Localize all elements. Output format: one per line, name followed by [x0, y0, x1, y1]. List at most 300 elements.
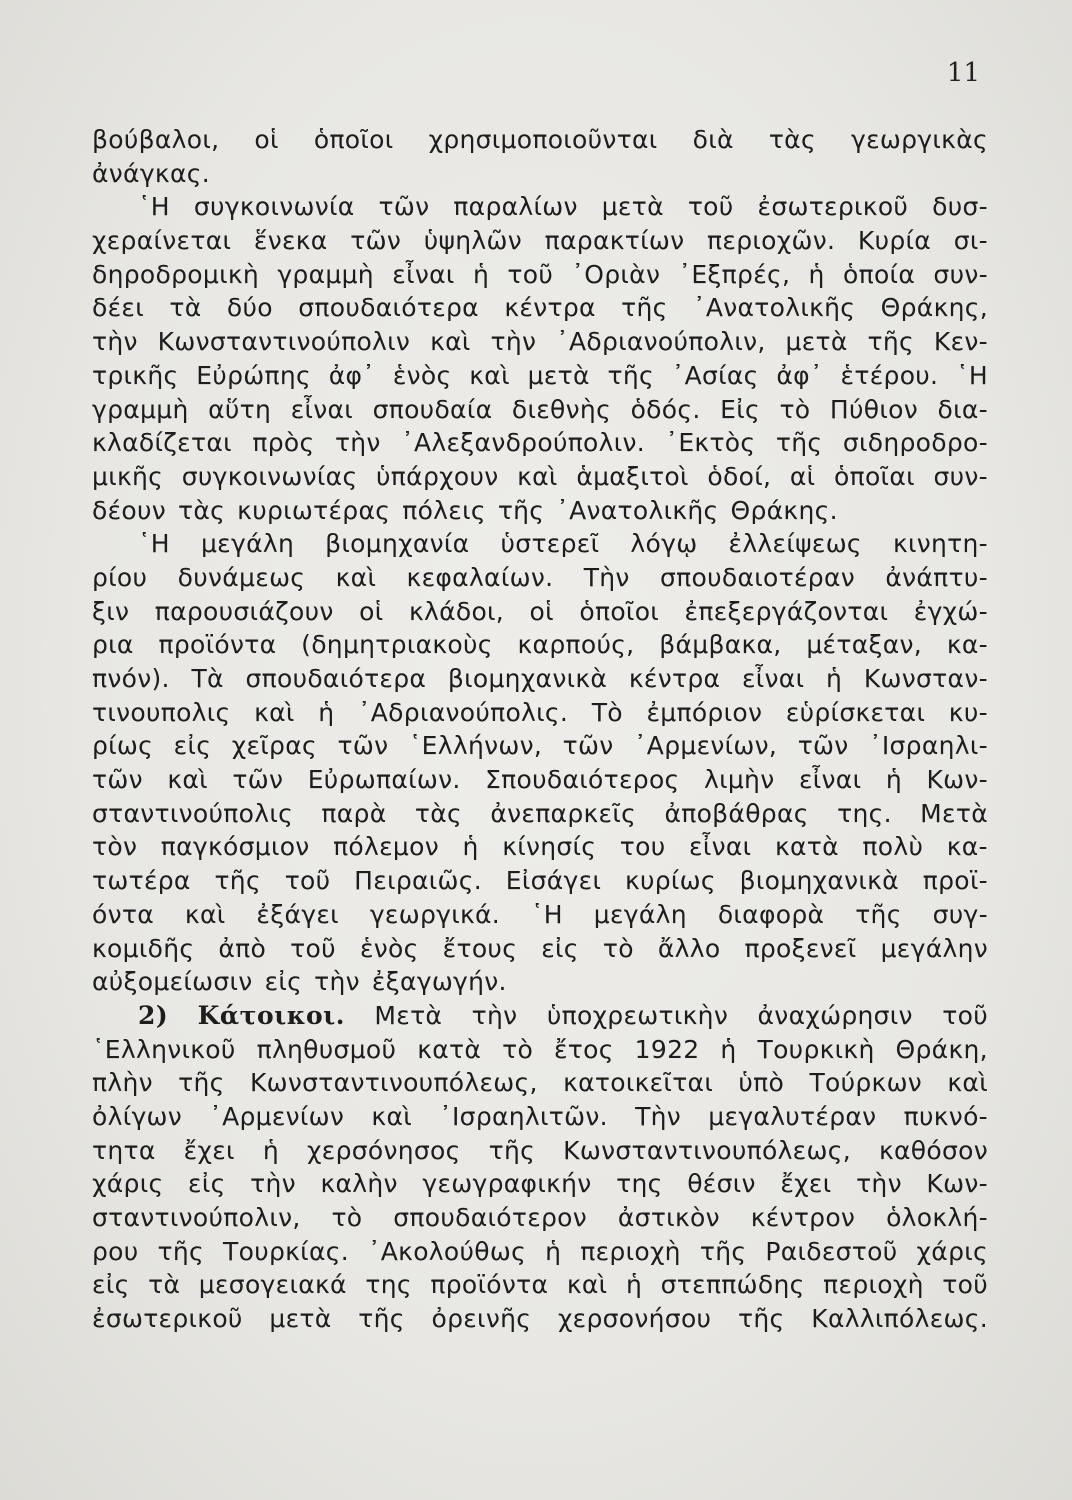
word: μεγάλη	[593, 899, 687, 929]
word: Εἰσάγει	[505, 866, 602, 896]
word: Κων-	[926, 1169, 988, 1199]
word: μετὰ	[527, 360, 590, 390]
word: εἶναι	[741, 664, 805, 693]
word: περιοχὴ	[823, 1270, 924, 1300]
word: Τὸ	[591, 697, 623, 727]
word: ῾Η	[956, 360, 988, 390]
text-line	[92, 832, 988, 866]
word: Μετὰ	[920, 798, 988, 828]
word: τοῦ	[942, 1000, 988, 1030]
word: σπουδαιότερον	[393, 1203, 588, 1232]
word: συγκοινωνία	[193, 192, 355, 222]
word: ἐσωτερικοῦ	[757, 192, 909, 222]
word: εἶναι	[689, 832, 752, 862]
word: θέσιν	[687, 1169, 756, 1199]
word: κομιδῆς	[92, 933, 195, 963]
text-line	[92, 934, 988, 968]
word: σπουδαιότερα	[245, 664, 427, 693]
text-line	[92, 1270, 988, 1304]
word: βούβαλοι,	[92, 125, 220, 154]
word: τοῦ	[290, 933, 336, 963]
word: της	[365, 1270, 412, 1300]
word: κέντρα	[504, 293, 596, 323]
word: κίνησίς	[502, 832, 597, 862]
word: ρου	[92, 1236, 139, 1266]
word: πολὺ	[862, 832, 924, 862]
word: ὁδοί,	[707, 461, 772, 491]
word: οἱ	[359, 596, 384, 626]
word: παρουσιάζουν	[154, 596, 334, 626]
word: τῶν	[562, 731, 614, 761]
word: Τουρκικὴ	[757, 1034, 875, 1064]
word: (δημητριακοὺς	[301, 630, 493, 660]
word: εἶναι	[798, 765, 862, 795]
word: μεγαλυτέραν	[708, 1101, 877, 1131]
word: καὶ	[184, 899, 226, 929]
word: τῶν	[232, 765, 284, 795]
word: μετὰ	[785, 327, 848, 357]
word: μετὰ	[269, 1304, 332, 1334]
word: Κυρία	[857, 226, 932, 256]
word: τοῦ	[284, 866, 331, 896]
word: ἀφ᾿	[328, 360, 376, 390]
word: ἐξαγωγήν.	[371, 967, 507, 997]
word: ρίου	[92, 562, 148, 592]
page-number: 11	[946, 58, 980, 88]
word: ἀποβάθρας	[664, 798, 809, 828]
word: καρπούς,	[517, 630, 635, 660]
word: δυσ-	[932, 192, 988, 222]
word: περιοχὴ	[580, 1236, 681, 1266]
word: τῆς	[855, 899, 902, 929]
word: ἀνεπαρκεῖς	[490, 798, 637, 828]
text-line	[92, 361, 988, 395]
word: ὑστερεῖ	[500, 529, 600, 559]
section-heading-word: Κάτοικοι.	[197, 1000, 345, 1030]
word: τοῦ	[687, 192, 734, 222]
word: μέταξαν,	[806, 630, 923, 660]
text-line	[92, 462, 988, 496]
word: τωτέρα	[92, 866, 191, 896]
text-line	[92, 293, 988, 327]
word: Εὐρωπαίων.	[307, 765, 461, 795]
word: ᾿Ανατολικῆς	[556, 495, 719, 525]
word: γεωγραφικήν	[422, 1169, 592, 1199]
word: Θράκης,	[880, 293, 988, 323]
text-line	[92, 159, 988, 193]
word: του	[619, 832, 666, 862]
word: ὁποία	[843, 259, 916, 289]
word: πλὴν	[92, 1068, 153, 1098]
word: σιδηροδρο-	[842, 428, 988, 458]
word: Εὐρώπης	[196, 360, 311, 390]
word: οἱ	[254, 125, 279, 154]
word: τὰς	[768, 125, 816, 154]
word: ἀνάπτυ-	[885, 562, 988, 592]
word: οἱ	[529, 596, 554, 626]
word: Κωνσταντινουπόλεως,	[563, 1135, 851, 1165]
word: διαφορὰ	[717, 899, 825, 929]
word: τὸ	[331, 1203, 363, 1232]
word: λόγῳ	[630, 529, 698, 559]
word: ὑποχρεωτικὴν	[546, 1000, 729, 1030]
word: της.	[837, 798, 892, 828]
section-heading-word: 2)	[138, 1000, 169, 1030]
word: τῆς	[157, 1236, 205, 1266]
word: ἐσωτερικοῦ	[92, 1304, 243, 1334]
word: σι-	[953, 226, 988, 256]
word: ὁποῖοι	[579, 596, 660, 626]
word: γραμμὴ	[277, 259, 374, 289]
word: καλὴν	[320, 1169, 398, 1199]
word: κλαδίζεται	[92, 428, 232, 458]
word: συγκοινωνίας	[181, 461, 358, 491]
word: ἔχει	[183, 1135, 235, 1165]
word: πόλεμον	[333, 832, 439, 862]
text-line	[92, 1102, 988, 1136]
word: τῆς	[775, 428, 823, 458]
word: καὶ	[430, 327, 471, 357]
word: ἡ	[472, 259, 490, 289]
word: εἶναι	[392, 259, 455, 289]
word: δύο	[226, 293, 273, 323]
word: σπουδαιοτέραν	[660, 562, 855, 592]
word: Θράκη,	[895, 1034, 988, 1064]
word: ἀναχώρησιν	[757, 1000, 913, 1030]
word: τῆς	[214, 866, 261, 896]
word: χρησιμοποιοῦνται	[428, 125, 658, 154]
text-line	[92, 1001, 988, 1035]
word: τητα	[92, 1135, 156, 1165]
word: ἀνάγκας.	[92, 158, 210, 188]
word: παραλίων	[453, 192, 578, 222]
word: ἡ	[826, 664, 843, 693]
word: τὰ	[169, 293, 202, 323]
word: τὰς	[178, 495, 226, 525]
word: ἑνὸς	[359, 933, 419, 963]
text-line	[92, 731, 988, 765]
word: Κωνσταντινουπόλεως,	[249, 1068, 538, 1098]
word: ἐπεξεργάζονται	[684, 596, 889, 626]
word: ξιν	[92, 596, 130, 626]
word: ᾿Αλεξανδρούπολιν.	[401, 428, 646, 458]
word: ἀπὸ	[218, 933, 267, 963]
text-line	[92, 765, 988, 799]
word: τινουπολις	[92, 697, 231, 727]
word: ἐγχώ-	[913, 596, 988, 626]
word: συν-	[933, 259, 988, 289]
word: πρὸς	[252, 428, 315, 458]
word: ἡ	[318, 697, 335, 727]
word: μεγάλην	[880, 933, 988, 963]
word: Θράκης.	[730, 495, 838, 525]
word: κατὰ	[417, 1034, 482, 1064]
text-line	[92, 327, 988, 361]
word: αἱ	[789, 461, 816, 491]
text-line	[92, 866, 988, 900]
text-line	[92, 967, 988, 1001]
word: Μετὰ	[374, 1000, 443, 1030]
word: ὑπάρχουν	[376, 461, 499, 491]
word: χερσονήσου	[557, 1304, 712, 1334]
word: εἰς	[173, 731, 212, 761]
text-line	[92, 395, 988, 429]
word: τῶν	[797, 731, 849, 761]
text-line	[92, 799, 988, 833]
word: ῾Η	[530, 899, 563, 929]
word: τῆς	[358, 1304, 405, 1334]
word: τῆς	[867, 327, 914, 357]
word: δέουν	[92, 495, 167, 525]
word: κα-	[946, 832, 988, 862]
word: τῶν	[378, 192, 430, 222]
word: καθόσον	[878, 1135, 988, 1165]
word: μεγάλη	[200, 529, 295, 559]
word: τὰς	[414, 798, 462, 828]
word: Τουρκίας.	[223, 1236, 349, 1266]
word: κα-	[946, 630, 988, 660]
word: τῆς	[699, 1236, 747, 1266]
text-line	[92, 192, 988, 226]
word: αὐξομείωσιν	[92, 967, 253, 997]
word: κεφαλαίων.	[406, 562, 554, 592]
text-line	[92, 1237, 988, 1271]
text-line	[92, 529, 988, 563]
word: δέει	[92, 293, 144, 323]
word: σπουδαιότερα	[298, 293, 479, 323]
word: Κωνσταν-	[863, 664, 988, 693]
word: μετὰ	[601, 192, 664, 222]
word: μεσογειακά	[198, 1270, 347, 1300]
word: πυκνό-	[903, 1101, 988, 1131]
text-line	[92, 1169, 988, 1203]
word: κατοικεῖται	[563, 1068, 714, 1098]
word: καὶ	[254, 697, 295, 727]
word: τὴν	[490, 327, 537, 357]
text-line	[92, 1068, 988, 1102]
word: εἰς	[92, 1270, 130, 1300]
word: γεωργικά.	[369, 899, 501, 929]
word: ᾿Εξπρές,	[678, 259, 791, 289]
word: Σπουδαιότερος	[485, 765, 680, 795]
word: βιομηχανία	[325, 529, 470, 559]
word: σταντινούπολιν,	[92, 1203, 301, 1232]
word: δηροδρομικὴ	[92, 259, 260, 289]
word: τῶν	[92, 765, 143, 795]
word: ἔτος	[553, 1034, 614, 1064]
word: τὸ	[779, 394, 811, 424]
word: στεππώδης	[660, 1270, 805, 1300]
word: ὑπὸ	[738, 1068, 785, 1098]
word: σπουδαία	[372, 394, 493, 424]
word: χερσόνησος	[307, 1135, 461, 1165]
word: κυ-	[948, 697, 988, 727]
word: ᾿Ασίας	[671, 360, 759, 390]
word: της	[616, 1169, 663, 1199]
word: ἑτέρου.	[840, 360, 939, 390]
word: τὰ	[148, 1270, 181, 1300]
word: τῆς	[497, 495, 545, 525]
word: ἡ	[545, 1236, 562, 1266]
word: τῶν	[337, 731, 389, 761]
word: τοῦ	[507, 259, 554, 289]
text-line	[92, 630, 988, 664]
word: καὶ	[517, 461, 558, 491]
word: ρίως	[92, 731, 154, 761]
word: τὸ	[602, 933, 634, 963]
word: ἡ	[625, 1270, 643, 1300]
word: διὰ	[692, 125, 734, 154]
word: κατὰ	[774, 832, 839, 862]
text-line	[92, 125, 988, 159]
word: ᾿Αρμενίων	[209, 1101, 345, 1131]
word: ὁποῖοι	[313, 125, 394, 154]
text-line	[92, 1136, 988, 1170]
word: Τούρκων	[809, 1068, 923, 1098]
word: βάμβακα,	[659, 630, 782, 660]
word: πνόν).	[92, 664, 170, 693]
word: Πύθιον	[829, 394, 919, 424]
word: ἔτους	[442, 933, 518, 963]
word: Πειραιῶς.	[354, 866, 482, 896]
word: όντα	[92, 899, 154, 929]
text-line	[92, 1203, 988, 1237]
word: ἐμπόριον	[646, 697, 763, 727]
word: ῾Η	[138, 529, 170, 559]
word: τρικῆς	[92, 360, 179, 390]
text-line	[92, 698, 988, 732]
word: Κωνσταντινούπολιν	[157, 327, 411, 357]
word: καὶ	[947, 1068, 988, 1098]
word: τὴν	[856, 1169, 902, 1199]
text-line	[92, 563, 988, 597]
word: κυρίως	[624, 866, 716, 896]
word: τὴν	[92, 327, 138, 357]
word: ῾Ελληνικοῦ	[92, 1034, 236, 1064]
word: βιομηχανικὰ	[739, 866, 899, 896]
word: τῆς	[621, 293, 668, 323]
word: ἕνεκα	[253, 226, 328, 256]
word: τῆς	[738, 1304, 785, 1334]
word: τὸν	[92, 832, 138, 862]
word: Ραιδεστοῦ	[765, 1236, 898, 1266]
word: χεῖρας	[231, 731, 317, 761]
word: ᾿Οριὰν	[571, 259, 661, 289]
word: δια-	[937, 394, 988, 424]
word: τῶν	[350, 226, 402, 256]
word: παρακτίων	[544, 226, 685, 256]
word: ἡ	[808, 259, 825, 289]
word: βιομηχανικὰ	[447, 664, 608, 693]
word: εἰς	[541, 933, 579, 963]
word: Κεν-	[933, 327, 988, 357]
word: τῆς	[178, 1068, 225, 1098]
word: τὴν	[314, 967, 360, 997]
word: ὑψηλῶν	[423, 226, 523, 256]
word: ἁμαξιτοὶ	[576, 461, 689, 491]
text-line	[92, 226, 988, 260]
word: ᾿Εκτὸς	[665, 428, 756, 458]
word: ῾Ελλήνων,	[408, 731, 543, 761]
text-line	[92, 496, 988, 530]
word: παρὰ	[321, 798, 387, 828]
word: ᾿Αδριανούπολιν,	[556, 327, 766, 357]
word: τὴν	[334, 428, 381, 458]
word: ἐλλείψεως	[728, 529, 862, 559]
word: ὀλίγων	[92, 1101, 183, 1131]
word: προϊόντα	[158, 630, 277, 660]
word: λιμὴν	[704, 765, 775, 795]
word: χάρις	[92, 1169, 164, 1199]
word: τοῦ	[942, 1270, 988, 1300]
word: συγ-	[932, 899, 988, 929]
word: ἑνὸς	[392, 360, 452, 390]
word: κλάδοι,	[408, 596, 505, 626]
word: ὁδός.	[630, 394, 701, 424]
word: εὑρίσκεται	[785, 697, 926, 727]
word: πόλεις	[402, 495, 486, 525]
word: ρια	[92, 630, 134, 660]
word: περιοχῶν.	[707, 226, 836, 256]
word: γεωργικὰς	[851, 125, 988, 154]
word: ὀρεινῆς	[431, 1304, 532, 1334]
word: τῆς	[607, 360, 655, 390]
word: εἰς	[188, 1169, 226, 1199]
word: διεθνὴς	[511, 394, 612, 424]
word: ἡ	[262, 1135, 279, 1165]
word: καὶ	[566, 1270, 608, 1300]
word: κέντρα	[628, 664, 721, 693]
word: μικῆς	[92, 461, 164, 491]
word: ἡ	[720, 1034, 737, 1064]
word: Καλλιπόλεως.	[811, 1304, 988, 1334]
word: ἀστικὸν	[617, 1203, 720, 1232]
word: Τὴν	[635, 1101, 682, 1131]
text-line	[92, 1304, 988, 1338]
word: ᾿Ισραηλιτῶν.	[439, 1101, 608, 1131]
word: ἀφ᾿	[776, 360, 823, 390]
word: παγκόσμιον	[160, 832, 310, 862]
word: ἐξάγει	[256, 899, 339, 929]
word: 1922	[634, 1034, 700, 1064]
word: πληθυσμοῦ	[256, 1034, 397, 1064]
word: καὶ	[167, 765, 208, 795]
word: χεραίνεται	[92, 226, 232, 256]
word: αὕτη	[208, 394, 272, 424]
word: ᾿Αρμενίων,	[634, 731, 778, 761]
word: ὁλοκλή-	[886, 1203, 988, 1232]
word: ἄλλο	[657, 933, 721, 963]
word: ᾿Ακολούθως	[367, 1236, 527, 1266]
word: ὁποῖαι	[834, 461, 915, 491]
word: τὴν	[250, 1169, 296, 1199]
text-line	[92, 260, 988, 294]
word: εἶναι	[290, 394, 354, 424]
word: κινητη-	[892, 529, 988, 559]
word: τὴν	[471, 1000, 518, 1030]
word: ᾿Ισραηλι-	[869, 731, 988, 761]
word: Κων-	[926, 765, 988, 795]
text-line	[92, 664, 988, 698]
word: τῆς	[488, 1135, 536, 1165]
word: χάρις	[916, 1236, 988, 1266]
word: ᾿Αδριανούπολις.	[357, 697, 569, 727]
word: τὸ	[502, 1034, 534, 1064]
word: Τὰ	[191, 664, 224, 693]
word: Τὴν	[583, 562, 630, 592]
word: καὶ	[371, 1101, 412, 1131]
word: κέντρον	[750, 1203, 856, 1232]
